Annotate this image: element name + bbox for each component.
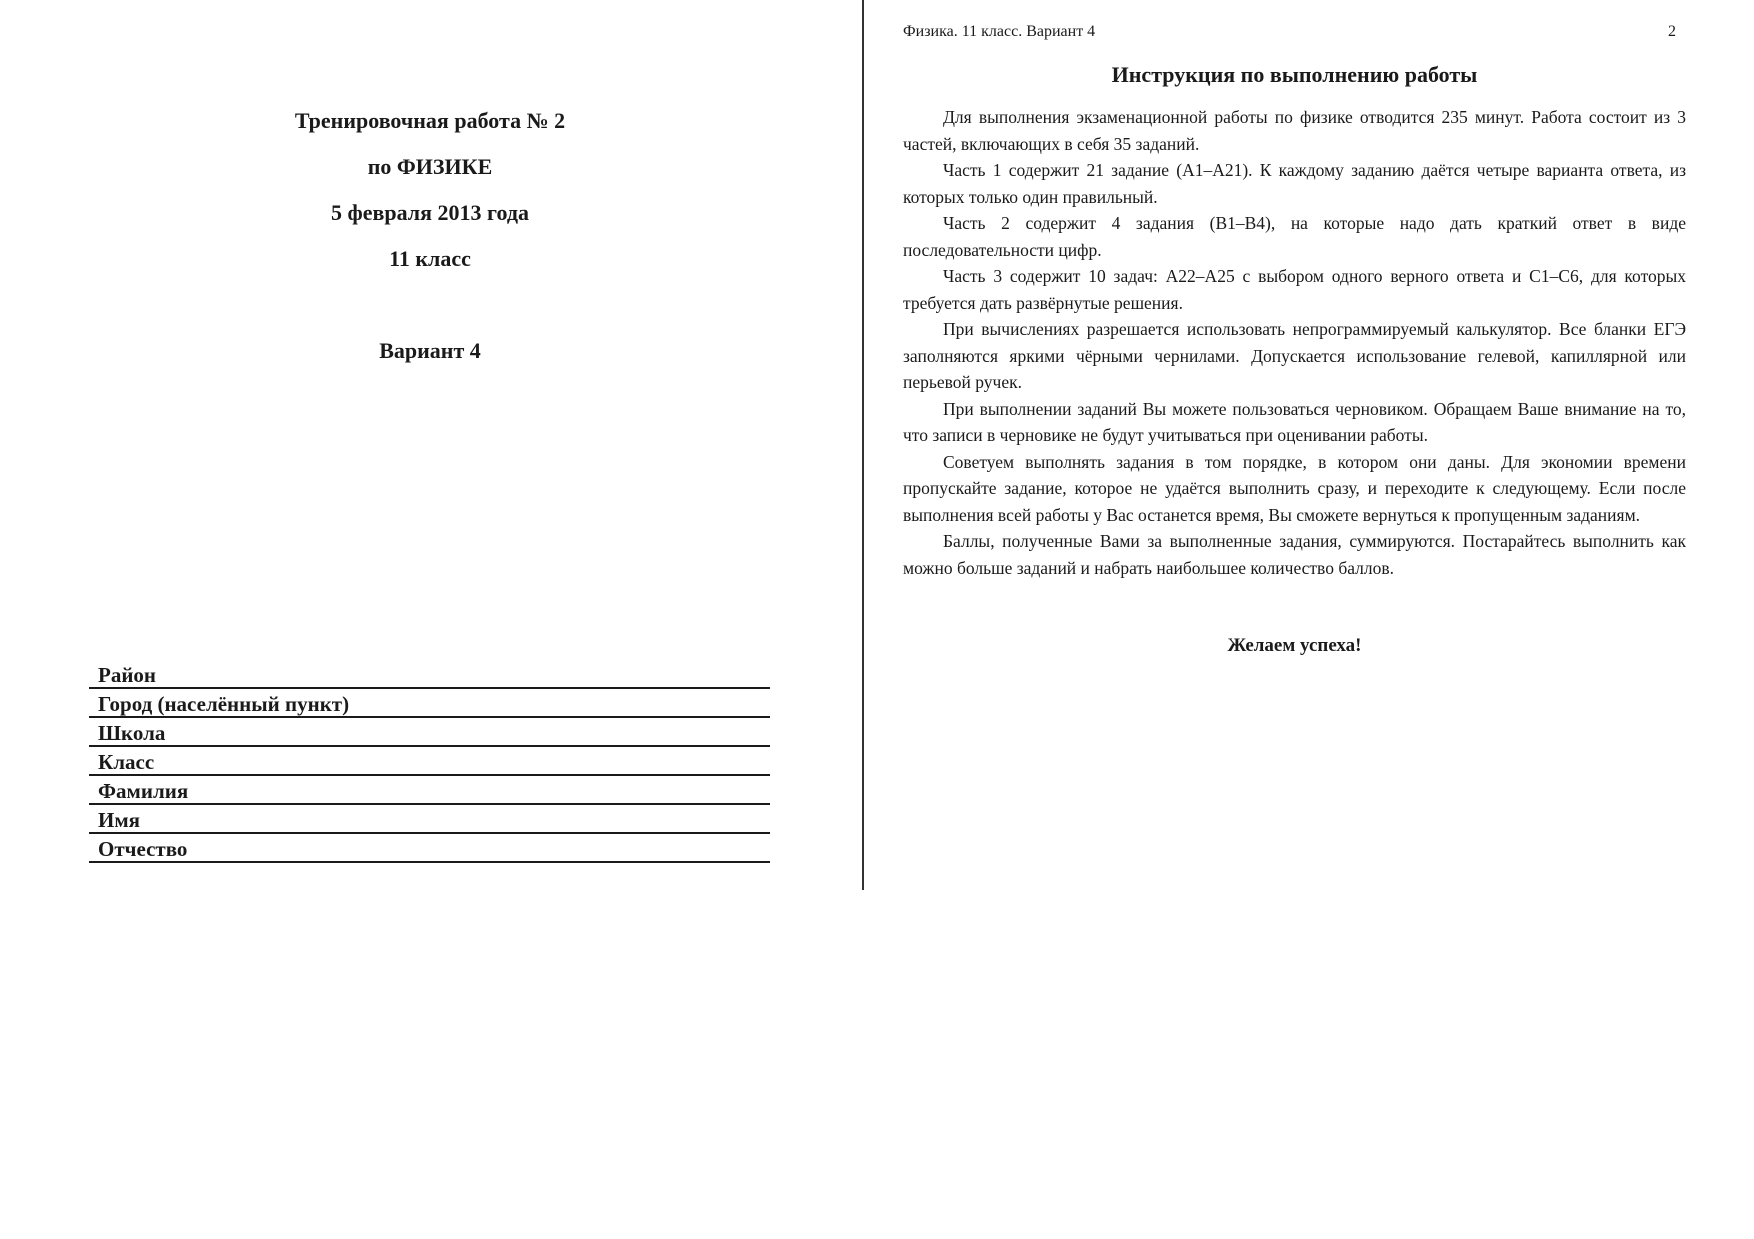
instruction-paragraph: Часть 2 содержит 4 задания (В1–В4), на которые надо дать краткий ответ в виде последовательности цифр. [903,213,1686,260]
form-label-class: Класс [98,750,155,774]
instruction-paragraph: Часть 3 содержит 10 задач: А22–А25 с выбором одного верного ответа и С1–С6, для которых требуется дать развёрнутые решения. [903,266,1686,313]
form-row-district [89,660,770,689]
form-label-city: Город (населённый пункт) [98,692,350,716]
closing-wish: Желаем успеха! [1227,635,1362,656]
cover-date: 5 февраля 2013 года [331,200,529,225]
cover-subject: по ФИЗИКЕ [367,154,493,179]
instructions-title: Инструкция по выполнению работы [1111,62,1478,87]
form-row-school [89,718,770,747]
form-row-city [89,689,770,718]
form-row-surname [89,776,770,805]
instructions-page [903,0,1686,890]
instruction-paragraph: При вычислениях разрешается использовать непрограммируемый калькулятор. Все бланки ЕГЭ заполняются яркими чёрными чернилами. Допускается использование гелевой, капиллярной или перьевой ручек. [903,319,1686,392]
running-header: Физика. 11 класс. Вариант 4 [903,23,1096,40]
instruction-paragraph: Для выполнения экзаменационной работы по физике отводится 235 минут. Работа состоит из 3 частей, включающих в себя 35 заданий. [903,107,1686,154]
form-row-name [89,805,770,834]
form-row-class [89,747,770,776]
instruction-paragraph: При выполнении заданий Вы можете пользоваться черновиком. Обращаем Ваше внимание на то, что записи в черновике не будут учитываться при оценивании работы. [903,398,1686,445]
instruction-paragraph: Баллы, полученные Вами за выполненные задания, суммируются. Постарайтесь выполнить как можно больше заданий и набрать наибольшее количество баллов. [903,531,1686,578]
cover-page [0,0,860,890]
cover-variant: Вариант 4 [379,338,481,363]
form-label-surname: Фамилия [98,779,189,803]
instructions-body [903,104,1686,581]
form-label-district: Район [98,663,157,687]
cover-heading [90,0,770,380]
cover-title: Тренировочная работа № 2 [294,108,566,133]
form-label-school: Школа [98,721,166,745]
form-row-patronymic [89,834,770,863]
form-label-name: Имя [98,808,140,832]
instruction-paragraph: Часть 1 содержит 21 задание (А1–А21). К каждому заданию даётся четыре варианта ответа, из которых только один правильный. [903,160,1686,207]
page-divider [862,0,864,890]
page-number: 2 [1668,23,1676,40]
form-label-patronymic: Отчество [98,837,188,861]
student-info-form [89,660,770,863]
instruction-paragraph: Советуем выполнять задания в том порядке, в котором они даны. Для экономии времени пропускайте задание, которое не удаётся выполнить сразу, и переходите к следующему. Если после выполнения всей работы у Вас останется время, Вы сможете вернуться к пропущенным заданиям. [903,451,1686,525]
cover-grade: 11 класс [389,246,471,271]
